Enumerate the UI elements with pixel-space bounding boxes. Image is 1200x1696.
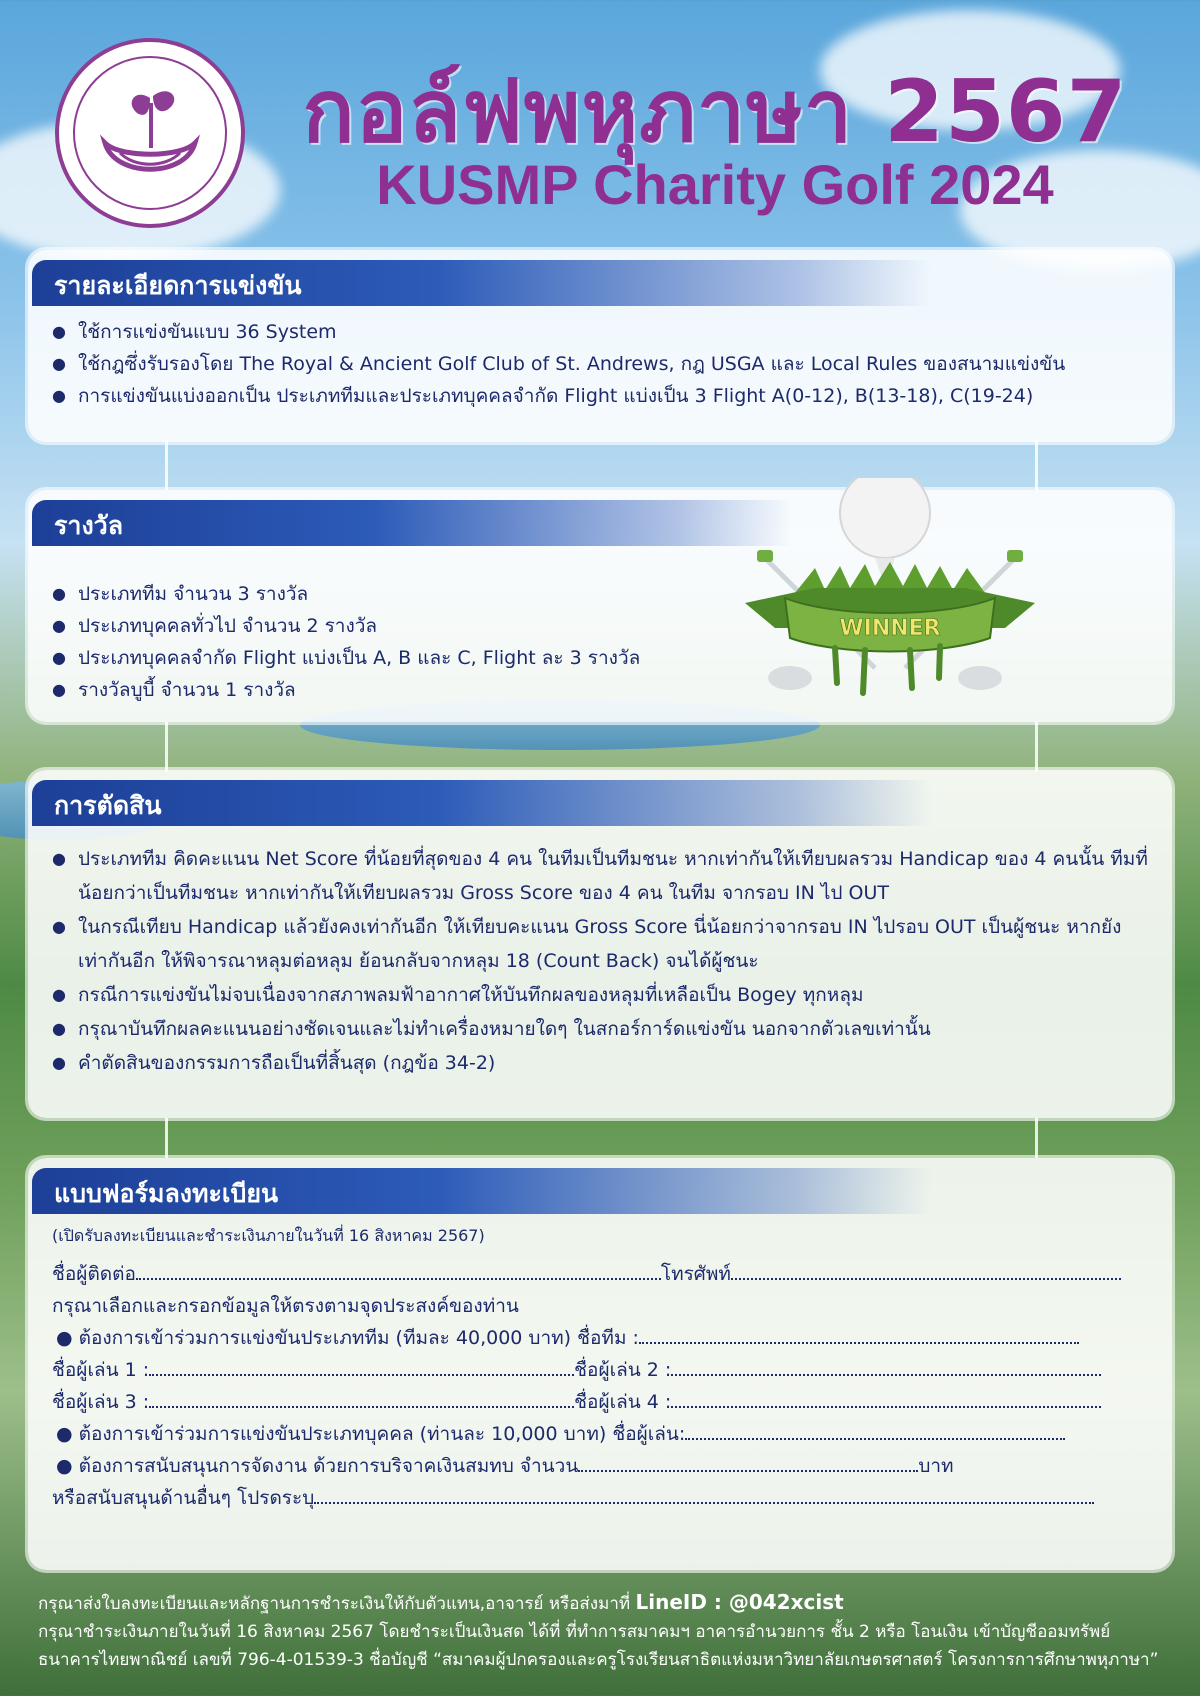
currency-label: บาท bbox=[918, 1455, 954, 1477]
prizes-header bbox=[32, 500, 792, 546]
team-name-field[interactable] bbox=[639, 1322, 1079, 1344]
prizes-heading: รางวัล bbox=[54, 511, 124, 540]
individual-option-label: ต้องการเข้าร่วมการแข่งขันประเภทบุคคล (ท่านละ 10,000 บาท) ชื่อผู้เล่น: bbox=[78, 1423, 686, 1445]
details-panel bbox=[28, 250, 1172, 442]
title-thai: กอล์ฟพหุภาษา 2567 bbox=[302, 62, 1128, 162]
hands-plant-icon bbox=[75, 58, 225, 208]
footer-line2: กรุณาชำระเงินภายในวันที่ 16 สิงหาคม 2567 โดยชำระเป็นเงินสด ได้ที่ ที่ทำการสมาคมฯ อาคารอำนวยการ ชั้น 2 หรือ โอนเงิน เข้าบัญชีออมทรัพย์ bbox=[38, 1622, 1111, 1642]
player2-field[interactable] bbox=[671, 1354, 1101, 1376]
prizes-item: ● ประเภททีม จำนวน 3 รางวัล bbox=[52, 578, 1148, 610]
individual-option-bullet: ● bbox=[56, 1423, 79, 1445]
player4-label: ชื่อผู้เล่น 4 : bbox=[574, 1391, 672, 1413]
registration-note: (เปิดรับลงทะเบียนและชำระเงินภายในวันที่ 16 สิงหาคม 2567) bbox=[52, 1226, 485, 1245]
team-option-label: ต้องการเข้าร่วมการแข่งขันประเภททีม (ทีมละ 40,000 บาท) ชื่อทีม : bbox=[78, 1327, 639, 1349]
player2-label: ชื่อผู้เล่น 2 : bbox=[574, 1359, 672, 1381]
player3-field[interactable] bbox=[149, 1386, 574, 1408]
line-id[interactable]: LineID : @042xcist bbox=[635, 1590, 844, 1614]
judging-item: ● ในกรณีเทียบ Handicap แล้วยังคงเท่ากันอีก ให้เทียบคะแนน Gross Score นี่น้อยกว่าจากรอบ IN ไปรอบ OUT เป็นผู้ชนะ หากยังเท่ากันอีก ให้พิจารณาหลุมต่อหลุม ย้อนกลับจากหลุม 18 (Count Back) จนได้ผู้ชนะ bbox=[52, 910, 1148, 978]
footer-line1 bbox=[38, 1588, 1168, 1618]
connector bbox=[165, 722, 168, 772]
judging-header bbox=[32, 780, 932, 826]
winner-label: WINNER bbox=[839, 616, 941, 641]
judging-panel bbox=[28, 770, 1172, 1118]
individual-player-field[interactable] bbox=[685, 1418, 1065, 1440]
prizes-item: ● ประเภทบุคคลจำกัด Flight แบ่งเป็น A, B และ C, Flight ละ 3 รางวัล bbox=[52, 642, 1148, 674]
contact-field[interactable] bbox=[136, 1258, 661, 1280]
player4-field[interactable] bbox=[671, 1386, 1101, 1408]
registration-instruction: กรุณาเลือกและกรอกข้อมูลให้ตรงตามจุดประสงค์ของท่าน bbox=[52, 1295, 519, 1317]
donation-option-bullet: ● bbox=[56, 1455, 79, 1477]
judging-item: ● ประเภททีม คิดคะแนน Net Score ที่น้อยที่สุดของ 4 คน ในทีมเป็นทีมชนะ หากเท่ากันให้เทียบผลรวม Handicap ของ 4 คนนั้น ทีมที่น้อยกว่าเป็นทีมชนะ หากเท่ากันให้เทียบผลรวม Gross Score ของ 4 คน ในทีม จากรอบ IN ไป OUT bbox=[52, 842, 1148, 910]
details-heading: รายละเอียดการแข่งขัน bbox=[54, 271, 302, 300]
donation-amount-field[interactable] bbox=[578, 1450, 918, 1472]
other-support-field[interactable] bbox=[314, 1482, 1094, 1504]
details-header bbox=[32, 260, 932, 306]
team-option-bullet: ● bbox=[56, 1327, 79, 1349]
judging-heading: การตัดสิน bbox=[54, 791, 162, 820]
title-english: KUSMP Charity Golf 2024 bbox=[376, 153, 1054, 216]
winner-graphic bbox=[725, 478, 1055, 718]
footer-submit-text: กรุณาส่งใบลงทะเบียนและหลักฐานการชำระเงินให้กับตัวแทน,อาจารย์ หรือส่งมาที่ bbox=[38, 1594, 631, 1614]
player1-label: ชื่อผู้เล่น 1 : bbox=[52, 1359, 150, 1381]
registration-header bbox=[32, 1168, 932, 1214]
prizes-item: ● ประเภทบุคคลทั่วไป จำนวน 2 รางวัล bbox=[52, 610, 1148, 642]
registration-panel bbox=[28, 1158, 1172, 1570]
phone-field[interactable] bbox=[731, 1258, 1121, 1280]
registration-heading: แบบฟอร์มลงทะเบียน bbox=[54, 1179, 279, 1208]
judging-item: ● กรุณาบันทึกผลคะแนนอย่างชัดเจนและไม่ทำเครื่องหมายใดๆ ในสกอร์การ์ดแข่งขัน นอกจากตัวเลขเท่านั้น bbox=[52, 1012, 1148, 1046]
golf-ball-icon bbox=[840, 478, 930, 558]
connector bbox=[165, 440, 168, 490]
details-item: ● ใช้การแข่งขันแบบ 36 System bbox=[52, 316, 1148, 348]
donation-option-label: ต้องการสนับสนุนการจัดงาน ด้วยการบริจาคเงินสมทบ จำนวน bbox=[78, 1455, 579, 1477]
details-item: ● ใช้กฎซึ่งรับรองโดย The Royal & Ancient Golf Club of St. Andrews, กฎ USGA และ Local Rules ของสนามแข่งขัน bbox=[52, 348, 1148, 380]
player3-label: ชื่อผู้เล่น 3 : bbox=[52, 1391, 150, 1413]
other-support-label: หรือสนับสนุนด้านอื่นๆ โปรดระบุ bbox=[52, 1487, 315, 1509]
details-item: ● การแข่งขันแบ่งออกเป็น ประเภททีมและประเภทบุคคลจำกัด Flight แบ่งเป็น 3 Flight A(0-12), B(13-18), C(19-24) bbox=[52, 380, 1148, 412]
footer bbox=[38, 1588, 1168, 1674]
connector bbox=[1035, 1118, 1038, 1158]
judging-item: ● คำตัดสินของกรรมการถือเป็นที่สิ้นสุด (กฎข้อ 34-2) bbox=[52, 1046, 1148, 1080]
footer-line3: ธนาคารไทยพาณิชย์ เลขที่ 796-4-01539-3 ชื่อบัญชี “สมาคมผู้ปกครองและครูโรงเรียนสาธิตแห่งมหาวิทยาลัยเกษตรศาสตร์ โครงการการศึกษาพหุภาษา” bbox=[38, 1650, 1159, 1670]
player1-field[interactable] bbox=[149, 1354, 574, 1376]
contact-label: ชื่อผู้ติดต่อ bbox=[52, 1263, 136, 1285]
prizes-item: ● รางวัลบูบี้ จำนวน 1 รางวัล bbox=[52, 674, 1148, 706]
judging-item: ● กรณีการแข่งขันไม่จบเนื่องจากสภาพลมฟ้าอากาศให้บันทึกผลของหลุมที่เหลือเป็น Bogey ทุกหลุม bbox=[52, 978, 1148, 1012]
connector bbox=[1035, 722, 1038, 772]
connector bbox=[165, 1118, 168, 1158]
school-logo bbox=[55, 38, 245, 228]
phone-label: โทรศัพท์ bbox=[660, 1263, 731, 1285]
